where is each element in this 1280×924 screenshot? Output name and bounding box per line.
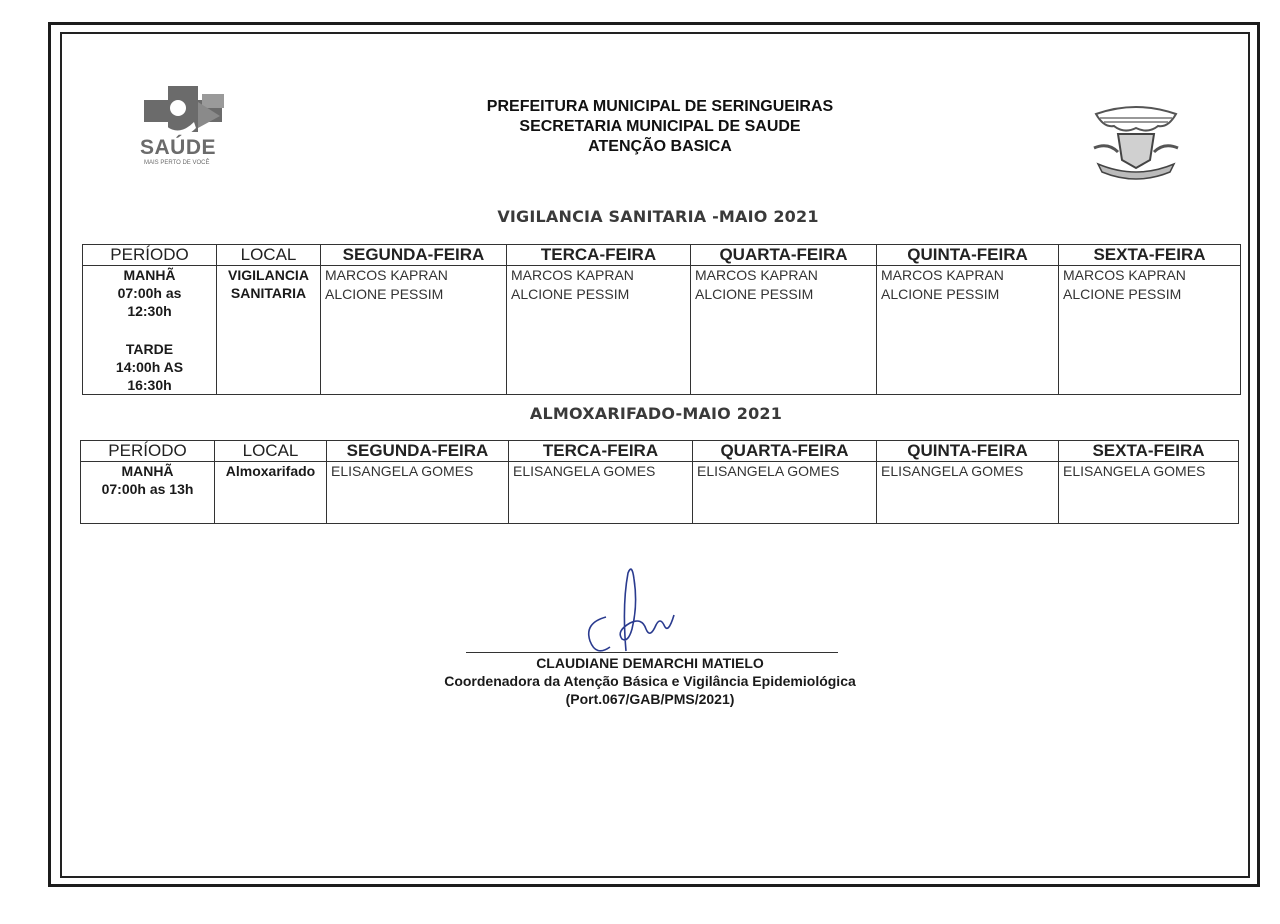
staff-name: ELISANGELA GOMES: [881, 463, 1024, 479]
local-line: SANITARIA: [230, 285, 307, 301]
signature-block: [410, 654, 890, 708]
saude-logo: [138, 84, 242, 170]
periodo-spacer: [87, 320, 212, 340]
column-header: QUARTA-FEIRA: [693, 441, 877, 462]
column-header: QUINTA-FEIRA: [877, 245, 1059, 266]
periodo-line: 07:00h as: [117, 285, 182, 301]
column-header: LOCAL: [217, 245, 321, 266]
staff-name: ELISANGELA GOMES: [331, 463, 474, 479]
staff-name: ELISANGELA GOMES: [1063, 463, 1206, 479]
staff-name: ALCIONE PESSIM: [511, 286, 630, 302]
column-header: SEXTA-FEIRA: [1059, 441, 1239, 462]
staff-name: ELISANGELA GOMES: [513, 463, 656, 479]
column-header: SEXTA-FEIRA: [1059, 245, 1241, 266]
periodo-line: 07:00h as 13h: [101, 481, 194, 497]
header-line-3: ATENÇÃO BASICA: [588, 138, 732, 155]
handwritten-signature: [580, 565, 690, 660]
sexta-cell: [1059, 266, 1241, 395]
coat-of-arms: [1088, 104, 1184, 186]
quarta-cell: [693, 462, 877, 524]
staff-name: ALCIONE PESSIM: [695, 286, 814, 302]
table-row: [83, 266, 1241, 395]
periodo-line: 16:30h: [127, 377, 172, 393]
segunda-cell: [327, 462, 509, 524]
column-header: SEGUNDA-FEIRA: [321, 245, 507, 266]
document-header: [420, 97, 900, 157]
segunda-cell: [321, 266, 507, 395]
table-header-row: [83, 245, 1241, 266]
table-header-row: [81, 441, 1239, 462]
staff-name: MARCOS KAPRAN: [1063, 267, 1186, 283]
staff-name: MARCOS KAPRAN: [881, 267, 1004, 283]
staff-name: ALCIONE PESSIM: [325, 286, 444, 302]
column-header: PERÍODO: [83, 245, 217, 266]
header-line-2: SECRETARIA MUNICIPAL DE SAUDE: [519, 118, 801, 135]
staff-name: MARCOS KAPRAN: [695, 267, 818, 283]
signer-reference: (Port.067/GAB/PMS/2021): [565, 691, 735, 707]
staff-name: MARCOS KAPRAN: [511, 267, 634, 283]
periodo-line: 14:00h AS: [115, 359, 184, 375]
quinta-cell: [877, 462, 1059, 524]
signer-role: Coordenadora da Atenção Básica e Vigilância Epidemiológica: [444, 673, 856, 689]
staff-name: ELISANGELA GOMES: [697, 463, 840, 479]
sexta-cell: [1059, 462, 1239, 524]
quinta-cell: [877, 266, 1059, 395]
periodo-cell: [83, 266, 217, 395]
column-header: QUARTA-FEIRA: [691, 245, 877, 266]
column-header: PERÍODO: [81, 441, 215, 462]
staff-name: MARCOS KAPRAN: [325, 267, 448, 283]
terca-cell: [509, 462, 693, 524]
schedule-table-almoxarifado: [80, 440, 1239, 524]
section-title-almoxarifado: ALMOXARIFADO-MAIO 2021: [529, 404, 783, 423]
quarta-cell: [691, 266, 877, 395]
section-title-vigilancia: VIGILANCIA SANITARIA -MAIO 2021: [497, 207, 819, 226]
staff-name: ALCIONE PESSIM: [881, 286, 1000, 302]
municipal-coat-of-arms-icon: [1088, 104, 1184, 186]
signature-line: [466, 652, 838, 653]
local-cell: [217, 266, 321, 395]
header-line-1: PREFEITURA MUNICIPAL DE SERINGUEIRAS: [486, 98, 834, 115]
logo-tagline: MAIS PERTO DE VOCÊ: [144, 160, 210, 166]
local-line: Almoxarifado: [225, 463, 316, 479]
periodo-line: MANHÃ: [123, 267, 176, 283]
local-cell: [215, 462, 327, 524]
periodo-cell: [81, 462, 215, 524]
signer-name: CLAUDIANE DEMARCHI MATIELO: [536, 655, 764, 671]
column-header: QUINTA-FEIRA: [877, 441, 1059, 462]
terca-cell: [507, 266, 691, 395]
column-header: TERCA-FEIRA: [509, 441, 693, 462]
periodo-line: TARDE: [125, 341, 174, 357]
column-header: LOCAL: [215, 441, 327, 462]
staff-name: ALCIONE PESSIM: [1063, 286, 1182, 302]
logo-text: SAÚDE: [140, 136, 217, 159]
schedule-table-vigilancia: [82, 244, 1241, 395]
column-header: SEGUNDA-FEIRA: [327, 441, 509, 462]
periodo-line: 12:30h: [127, 303, 172, 319]
column-header: TERCA-FEIRA: [507, 245, 691, 266]
table-row: [81, 462, 1239, 524]
periodo-line: MANHÃ: [121, 463, 174, 479]
local-line: VIGILANCIA: [228, 267, 309, 283]
